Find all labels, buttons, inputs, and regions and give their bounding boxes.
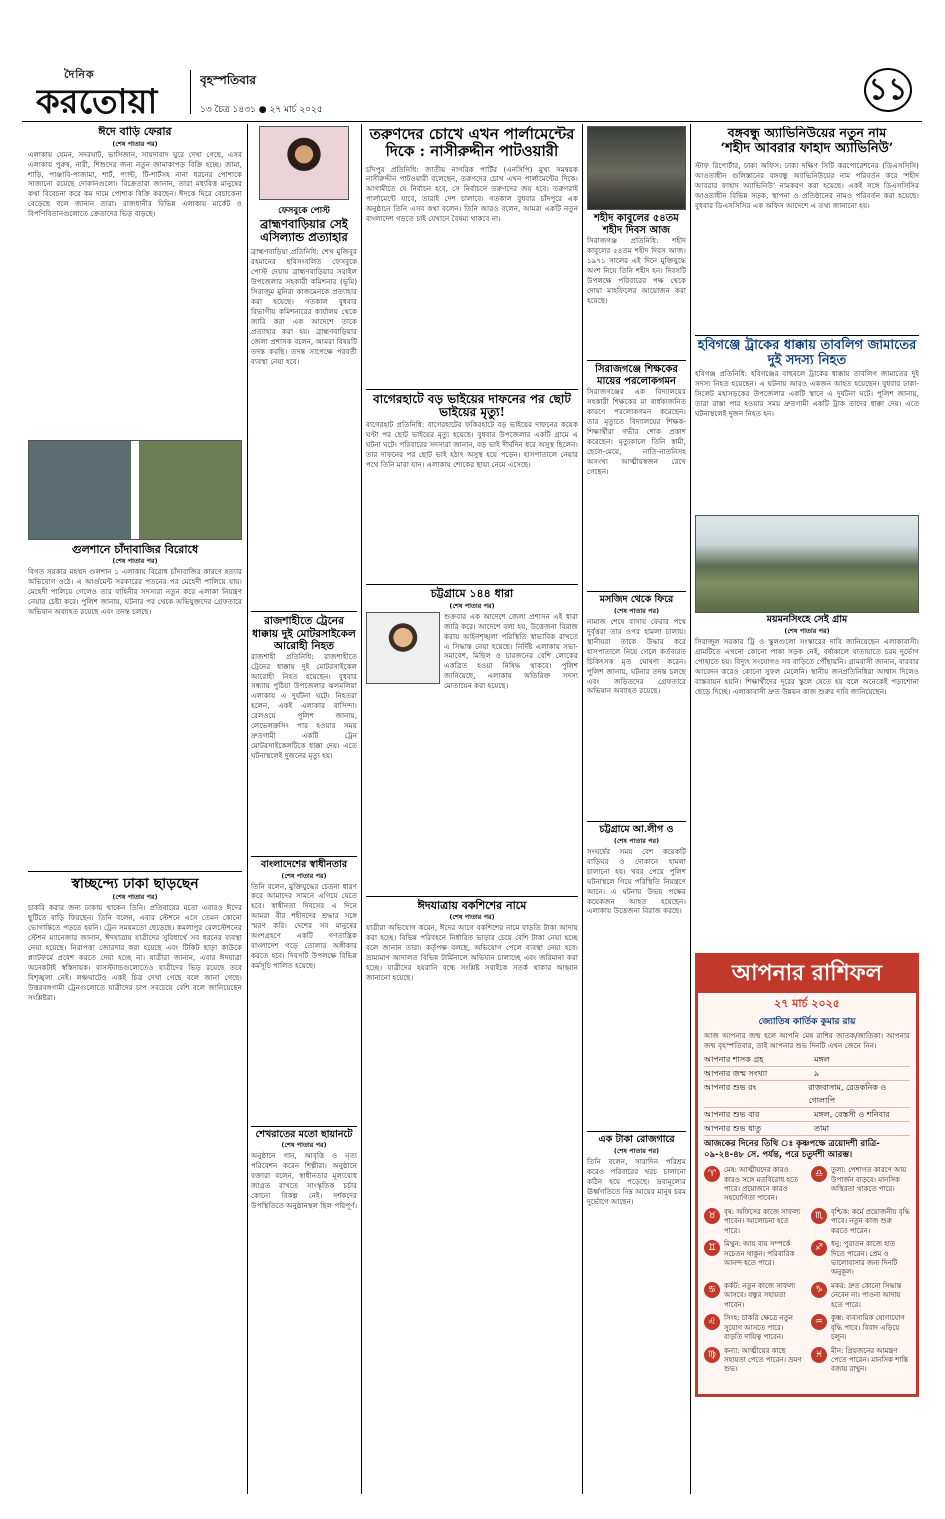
section-divider bbox=[28, 871, 242, 872]
zodiac-icon: ♓ bbox=[811, 1347, 827, 1363]
horoscope-row-label: আপনার শাসক গ্রহ bbox=[704, 1054, 764, 1064]
column-rule bbox=[361, 124, 362, 1494]
article-body: তিনি বলেন, সারাদিন পরিশ্রম করেও পরিবারের খরচ চালানো কঠিন হয়ে পড়েছে। দ্রব্যমূল্যের ঊর্ধ্বগতিতে নিম্ন আয়ের মানুষ চরম দুর্ভোগে আছেন। bbox=[587, 1156, 686, 1206]
article-body: রাজশাহী প্রতিনিধি: রাজশাহীতে ট্রেনের ধাক্কায় দুই মোটরসাইকেল আরোহী নিহত হয়েছেন। বুধবার সন্ধ্যায় পুঠিয়া উপজেলার ঝলমলিয়া এলাকায় এ দুর্ঘটনা ঘটে। নিহতরা হলেন, একই এলাকার বাসিন্দা। রেলওয়ে পুলিশ জানায়, লেভেলক্রসিং পার হওয়ার সময় দ্রুতগামী একটি ট্রেন মোটরসাইকেলটিকে ধাক্কা দেয়। এতে ঘটনাস্থলেই দুজনের মৃত্যু হয়। bbox=[251, 651, 357, 760]
article-body: সিরাজুল সরকার ট্রি ও স্কুলগুলো সংস্কারের দাবি জানিয়েছেন এলাকাবাসী। গ্রামটিতে এখনো কোনো পাকা সড়ক নেই, বর্ষাকালে যাতায়াতে চরম দুর্ভোগ পোহাতে হয়। বিদ্যুৎ সংযোগও সব বাড়িতে পৌঁছায়নি। গ্রামবাসী জানান, বারবার আবেদন করেও কোনো সুফল মেলেনি। স্থানীয় জনপ্রতিনিধিরা আশ্বাস দিলেও বাস্তবায়ন হয়নি। শিক্ষার্থীদের দূরের স্কুলে যেতে হয় বলে অনেকেই পড়াশোনা ছেড়ে দিচ্ছে। এলাকাবাসী দ্রুত উন্নয়ন কাজ শুরুর দাবি জানিয়েছেন। bbox=[695, 637, 919, 696]
article-body: ব্রাহ্মণবাড়িয়া প্রতিনিধি: শেখ মুজিবুর রহমানের ছবিসংবলিত ফেসবুকে পোস্ট দেয়ায় ব্রাহ্মণবাড়িয়ার সরাইল উপজেলার সহকারী কমিশনার (ভূমি) সিরাজুম মুনিরা কাজমেনকে প্রত্যাহার করা হয়েছে। গতকাল বুধবার বিভাগীয় কমিশনারের কার্যালয় থেকে জারি করা এক আদেশে তাকে প্রত্যাহার করা হয়। ব্রাহ্মণবাড়িয়ার জেলা প্রশাসক বলেন, আমরা বিষয়টি তদন্ত করছি। তদন্ত সাপেক্ষে পরবর্তী ব্যবস্থা নেয়া হবে। bbox=[251, 247, 357, 366]
zodiac-entry bbox=[704, 1208, 803, 1236]
zodiac-icon: ♋ bbox=[704, 1282, 720, 1298]
article-heading: ঈদযাত্রায় বকশিশের নামে bbox=[417, 898, 527, 912]
horoscope-title: আপনার রাশিফল bbox=[698, 956, 916, 993]
horoscope-row-value: ৯ bbox=[814, 1068, 820, 1078]
article-heading: স্বাচ্ছন্দ্যে ঢাকা ছাড়ছেন bbox=[71, 876, 199, 893]
article-body: চাঁদপুর প্রতিনিধি: জাতীয় নাগরিক পার্টির (এনসিপি) মুখ্য সমন্বয়ক নাসীরুদ্দীন পাটওয়ারী বলেছেন, তরুণদের চোখ এখন পার্লামেন্টের দিকে। আগামীতে যে নির্বাচন হবে, সে নির্বাচনে তরুণদের জয় হবে। তরুণরাই পার্লামেন্টে যাবে, তারাই দেশ চালাবে। গতকাল বুধবার চাঁদপুরে এক অনুষ্ঠানে তিনি এসব কথা বলেন। তিনি আরও বলেন, আমরা একটি নতুন বাংলাদেশ গড়তে চাই যেখানে বৈষম্য থাকবে না। bbox=[366, 164, 578, 224]
continued-note: (শেষ পাতার পর) bbox=[449, 601, 495, 610]
zodiac-text: কন্যা: আত্মীয়ের কাছে সহায়তা পেতে পারেন। ভ্রমণ শুভ। bbox=[724, 1346, 802, 1374]
photo-caption: ময়মনসিংহে সেই গ্রাম bbox=[766, 614, 848, 626]
horoscope-box bbox=[695, 953, 919, 1397]
horoscope-row bbox=[704, 1053, 910, 1067]
horoscope-row bbox=[704, 1067, 910, 1081]
column-5 bbox=[695, 126, 919, 1492]
column-4 bbox=[587, 126, 686, 1492]
zodiac-text: ধনু: পুরাতন কাজে হাত দিতে পারেন। প্রেম ও ভালোবাসার জন্য দিনটি অনুকূল। bbox=[831, 1240, 898, 1277]
article-headline: তরুণদের চোখে এখন পার্লামেন্টের দিকে : নাসীরুদ্দীন পাটওয়ারী bbox=[369, 126, 575, 161]
article-body: স্টাফ রিপোর্টার, ঢাকা অফিস: ঢাকা দক্ষিণ সিটি করপোরেশনের (ডিএসসিসি) আওতাধীন গুলিস্তানের বঙ্গবন্ধু অ্যাভিনিউয়ের নাম পরিবর্তন করে ‘শহীদ আবরার ফাহাদ অ্যাভিনিউ’ নামকরণ করা হয়েছে। একই সঙ্গে ডিএসসিসির আওতাধীন বিভিন্ন সড়ক, স্থাপনা ও প্রতিষ্ঠানের নামও পরিবর্তন করা হয়েছে। বুধবার ডিএসসিসির এক অফিস আদেশে এ তথ্য জানানো হয়। bbox=[695, 161, 919, 211]
article-heading: বাংলাদেশের স্বাধীনতার bbox=[260, 858, 348, 870]
zodiac-text: কুম্ভ: ব্যবসায়িক যোগাযোগ বৃদ্ধি পাবে। বিবাদ এড়িয়ে চলুন। bbox=[831, 1314, 905, 1342]
paper-tag: দৈনিক bbox=[64, 68, 95, 81]
zodiac-icon: ♎ bbox=[811, 1166, 827, 1182]
news-photo bbox=[259, 126, 349, 200]
article-body: বাগেরহাট প্রতিনিধি: বাগেরহাটের ফকিরহাটে বড় ভাইয়ের দাফনের কয়েক ঘণ্টা পর ছোট ভাইয়ের মৃত্যু হয়েছে। বুধবার উপজেলার একটি গ্রামে এ ঘটনা ঘটে। পরিবারের সদস্যরা জানান, বড় ভাই দীর্ঘদিন ধরে অসুস্থ ছিলেন। তার দাফনের পর ছোট ভাই হঠাৎ অসুস্থ হয়ে পড়েন। হাসপাতালে নেয়ার পথে তিনি মারা যান। এলাকায় শোকের ছায়া নেমে এসেছে। bbox=[366, 420, 578, 469]
zodiac-entry bbox=[811, 1347, 910, 1375]
continued-note: (শেষ পাতার পর) bbox=[281, 871, 327, 880]
news-photo bbox=[366, 612, 440, 684]
zodiac-entry bbox=[704, 1166, 803, 1204]
zodiac-entry bbox=[704, 1282, 803, 1310]
zodiac-icon: ♒ bbox=[811, 1314, 827, 1330]
zodiac-text: মিথুন: আয় ব্যয় সম্পর্কে সচেতন থাকুন। পরিবারিক আনন্দ হতে পারে। bbox=[724, 1240, 795, 1268]
section-divider bbox=[587, 1131, 686, 1132]
masthead-divider bbox=[190, 70, 191, 114]
continued-note: (শেষ পাতার পর) bbox=[784, 627, 830, 636]
section-divider bbox=[251, 611, 357, 612]
zodiac-entry bbox=[811, 1240, 910, 1278]
horoscope-row-value: তামা bbox=[814, 1123, 830, 1133]
article-body: সিরাজগঞ্জ প্রতিনিধি: শহীদ কাবুলের ৫৪তম শহীদ দিবস আজ। ১৯৭১ সালের এই দিনে মুক্তিযুদ্ধে অংশ নিয়ে তিনি শহীদ হন। দিবসটি উপলক্ষে পরিবারের পক্ষ থেকে দোয়া মাহফিলের আয়োজন করা হয়েছে। bbox=[587, 236, 686, 305]
section-divider bbox=[366, 389, 578, 390]
zodiac-text: সিংহ: চাকরি ক্ষেত্রে নতুন সুযোগ আসতে পারে। বাড়তি দায়িত্ব পাবেন। bbox=[724, 1314, 793, 1342]
continued-note: (শেষ পাতার পর) bbox=[112, 893, 158, 902]
zodiac-entry bbox=[811, 1208, 910, 1236]
horoscope-row-label: আপনার শুভ ধাতু bbox=[704, 1123, 761, 1133]
masthead bbox=[22, 62, 922, 122]
article-body: হবিগঞ্জ প্রতিনিধি: হবিগঞ্জের বাহুবলে ট্রাকের ধাক্কায় তাবলিগ জামাতের দুই সদস্য নিহত হয়েছেন। এ ঘটনায় আরও একজন আহত হয়েছেন। বুধবার ঢাকা-সিলেট মহাসড়কের উপজেলার একটি স্থানে এ দুর্ঘটনা ঘটে। পুলিশ জানায়, তারা রাস্তা পার হওয়ার সময় দ্রুতগামী একটি ট্রাক তাদের ধাক্কা দেয়। এতে ঘটনাস্থলেই দুজন নিহত হন। bbox=[695, 369, 919, 418]
column-rule bbox=[247, 124, 248, 1494]
article-headline: সিরাজগঞ্জে শিক্ষকের মায়ের পরলোকগমন bbox=[595, 364, 678, 387]
zodiac-icon: ♈ bbox=[704, 1166, 720, 1182]
zodiac-entry bbox=[704, 1314, 803, 1342]
article-body: এলাকায় যেমন, সদরঘাট, ভাসিজান, সায়দাবাদ ঘুরে দেখা গেছে, এসব এলাকায় পুরুষ, নারী, শিশুদের জন্য নতুন জামাকাপড় বিক্রি হচ্ছে। জামা, শাড়ি, পাঞ্জাবি-পাজামা, শার্ট, প্যান্ট, টি-শার্টসহ নানা ধরনের পোশাকে সাজানো রয়েছে দোকানগুলো। বিক্রেতারা জানান, তারা মধ্যবিত্ত মানুষের কথা বিবেচনা করে কম দামে পোশাক বিক্রি করছেন। ঈদকে ঘিরে বেচাকেনা বেড়েছে বলে জানান তারা। রাজধানীর বিভিন্ন এলাকায় মার্কেট ও বিপণিবিতানগুলোতে ক্রেতাদের ভিড় বাড়ছে। bbox=[28, 149, 242, 219]
article-body: নামাজ শেষে বাসায় ফেরার পথে দুর্বৃত্তরা তার ওপর হামলা চালায়। স্থানীয়রা তাকে উদ্ধার করে হাসপাতালে নিয়ে গেলে কর্তব্যরত চিকিৎসক মৃত ঘোষণা করেন। পুলিশ জানায়, ঘটনার তদন্ত চলছে এবং জড়িতদের গ্রেফতারে অভিযান অব্যাহত রয়েছে। bbox=[587, 616, 686, 696]
column-1 bbox=[28, 126, 242, 1492]
continued-note: (শেষ পাতার পর) bbox=[613, 1146, 660, 1155]
article-body: সংঘর্ষের সময় বেশ কয়েকটি বাড়িঘর ও দোকানে হামলা চালানো হয়। খবর পেয়ে পুলিশ ঘটনাস্থলে গিয়ে পরিস্থিতি নিয়ন্ত্রণে আনে। এ ঘটনায় উভয় পক্ষের কয়েকজন আহত হয়েছেন। এলাকায় উত্তেজনা বিরাজ করছে। bbox=[587, 846, 686, 916]
zodiac-entry bbox=[811, 1314, 910, 1342]
horoscope-row bbox=[704, 1081, 910, 1108]
article-headline: ব্রাহ্মণবাড়িয়ার সেই এসিল্যান্ড প্রত্যাহার bbox=[260, 217, 348, 245]
page-number: ১১ bbox=[864, 68, 912, 112]
zodiac-icon: ♉ bbox=[704, 1208, 720, 1224]
zodiac-icon: ♍ bbox=[704, 1347, 720, 1363]
kicker: ফেসবুকে পোস্ট bbox=[278, 206, 330, 216]
photo-caption: শহীদ দিবস আজ bbox=[602, 224, 671, 236]
horoscope-row bbox=[704, 1108, 910, 1122]
section-divider bbox=[251, 856, 357, 857]
horoscope-row-value: মঙ্গল, বেস্তসী ও শনিবার bbox=[814, 1109, 890, 1119]
zodiac-entry bbox=[704, 1240, 803, 1278]
article-body: সিরাজগঞ্জের এক বিদ্যালয়ের সহকারী শিক্ষকের মা বার্ধক্যজনিত কারণে পরলোকগমন করেছেন। তার মৃত্যুতে বিদ্যালয়ের শিক্ষক-শিক্ষার্থীরা গভীর শোক প্রকাশ করেছেন। মৃত্যুকালে তিনি স্বামী, ছেলে-মেয়ে, নাতি-নাতনিসহ অসংখ্য আত্মীয়স্বজন রেখে গেছেন। bbox=[587, 387, 686, 476]
horoscope-row-label: আপনার শুভ রং bbox=[704, 1082, 757, 1092]
zodiac-text: বৃশ্চিক: কর্মে প্রয়োজনীয় বৃদ্ধি পাবে। নতুন কাজ শুরু করতে পারেন। bbox=[831, 1207, 910, 1235]
zodiac-text: মকর: দ্রুত কোনো সিদ্ধান্ত নেবেন না। পাওনা আদায় হতে পারে। bbox=[831, 1281, 902, 1309]
dateline: ১৩ চৈত্র ১৪৩১ ● ২৭ মার্চ ২০২৫ bbox=[200, 105, 323, 115]
column-rule bbox=[690, 124, 691, 1494]
zodiac-icon: ♌ bbox=[704, 1314, 720, 1330]
column-rule bbox=[582, 124, 583, 1494]
article-headline: বঙ্গবন্ধু অ্যাভিনিউয়ের নতুন নাম bbox=[727, 126, 887, 140]
weekday: বৃহস্পতিবার bbox=[200, 73, 256, 87]
continued-note: (শেষ পাতার পর) bbox=[112, 139, 158, 148]
photo-caption: গুলশানে চাঁদাবাজির বিরোধে bbox=[71, 542, 199, 556]
article-heading: এক টাকা রোজগারে bbox=[598, 1133, 675, 1145]
article-headline: হবিগঞ্জে ট্রাকের ধাক্কায় তাবলিগ জামাতের দুই সদস্য নিহত bbox=[697, 338, 917, 369]
article-headline: বাগেরহাটে বড় ভাইয়ের দাফনের পর ছোট ভাইয়ের মৃত্যু! bbox=[373, 391, 571, 420]
news-photo bbox=[28, 440, 242, 540]
article-headline: ‘শহীদ আবরার ফাহাদ অ্যাভিনিউ’ bbox=[720, 141, 894, 157]
horoscope-lucky-table bbox=[698, 1053, 916, 1136]
zodiac-text: তুলা: পেশাগত কারণে আয় উপার্জন বাড়বে। মানসিক অস্থিরতা থাকতে পারে। bbox=[831, 1166, 907, 1193]
zodiac-entry bbox=[811, 1166, 910, 1204]
section-divider bbox=[587, 360, 686, 361]
news-photo bbox=[695, 515, 919, 613]
horoscope-row-label: আপনার শুভ বার bbox=[704, 1109, 760, 1119]
photo-caption: শহীদ কাবুলের ৫৪তম bbox=[594, 213, 679, 224]
horoscope-row-label: আপনার জন্ম সংখ্যা bbox=[704, 1068, 768, 1078]
paper-name: করতোয়া bbox=[36, 82, 158, 118]
section-divider bbox=[251, 1126, 357, 1127]
horoscope-row-value: মঙ্গল bbox=[814, 1054, 830, 1064]
section-divider bbox=[695, 335, 919, 336]
continued-note: (শেষ পাতার পর) bbox=[112, 557, 158, 566]
zodiac-text: বৃষ: অফিসের কাজে সাফল্য পাবেন। আলোচনা হতে পারে। bbox=[724, 1207, 801, 1235]
article-body: যাত্রীরা অভিযোগ করেন, ঈদের আগে বকশিশের নামে বাড়তি টাকা আদায় করা হচ্ছে। বিভিন্ন পরিবহনে নির্ধারিত ভাড়ার চেয়ে বেশি টাকা নেয়া হচ্ছে বলে জানান তারা। কর্তৃপক্ষ বলছে, অভিযোগ পেলে ব্যবস্থা নেয়া হবে। ভ্রাম্যমাণ আদালত বিভিন্ন টার্মিনালে অভিযান চালাচ্ছে এবং জরিমানা করা হচ্ছে। যাত্রীদের হয়রানি বন্ধে সংশ্লিষ্ট সবাইকে সতর্ক থাকার আহ্বান জানানো হয়েছে। bbox=[366, 923, 578, 983]
section-divider bbox=[366, 896, 578, 897]
article-body: চাকরি করার জন্য ঢাকায় থাকেন তিনি। প্রতিবারের মতো এবারও ঈদের ছুটিতে বাড়ি ফিরছেন। তিনি বলেন, এবার স্টেশনে এসে তেমন কোনো ভোগান্তিতে পড়তে হয়নি। ট্রেন সময়মতো ছেড়েছে। কমলাপুর রেলস্টেশনের স্টেশন ম্যানেজার জানান, ঈদযাত্রায় যাত্রীদের সুবিধার্থে সব ধরনের ব্যবস্থা নেয়া হয়েছে। নিরাপত্তা জোরদার করা হয়েছে এবং টিকিট ছাড়া কাউকে প্ল্যাটফর্মে প্রবেশ করতে দেয়া হচ্ছে না। যাত্রীরা জানান, এবার ঈদযাত্রা অনেকটাই স্বস্তিদায়ক। বাসস্ট্যান্ডগুলোতেও যাত্রীদের ভিড় রয়েছে তবে বিশৃঙ্খলা নেই। লঞ্চঘাটেও একই চিত্র দেখা গেছে বলে জানা গেছে। উত্তরবঙ্গগামী ট্রেনগুলোতে যাত্রীদের চাপ সবচেয়ে বেশি বলে জানিয়েছেন সংশ্লিষ্টরা। bbox=[28, 903, 242, 1002]
horoscope-row bbox=[704, 1122, 910, 1136]
continued-note: (শেষ পাতার পর) bbox=[449, 913, 495, 922]
article-body: বিগত সরকার মহম্মদ গুলশান ১ এলাকায় বিরোধ চাঁদাবাজির কারণে হত্যার অভিযোগ ওঠে। এ আর্গুমেন্ট সরকারের পতনের পর মেহেদী পালিয়ে যায়। মেহেদী পালিয়ে গেলেও তার বাহিনীর সদস্যরা নতুন করে এলাকা নিয়ন্ত্রণ নেয়ার চেষ্টা করে। পুলিশ জানায়, ঘটনার পর থেকে অভিযুক্তদের গ্রেফতারে অভিযান অব্যাহত রয়েছে এবং তদন্ত চলছে। bbox=[28, 567, 242, 617]
zodiac-icon: ♐ bbox=[811, 1240, 827, 1256]
article-heading: ঈদে বাড়ি ফেরার bbox=[98, 126, 172, 138]
section-divider bbox=[587, 821, 686, 822]
article-body: অনুষ্ঠানে গান, আবৃত্তি ও নৃত্য পরিবেশন করেন শিল্পীরা। অনুষ্ঠানে বক্তারা বলেন, স্বাধীনতার মূল্যবোধ জাগ্রত রাখতে সাংস্কৃতিক চর্চার কোনো বিকল্প নেই। দর্শকদের উপস্থিতিতে অনুষ্ঠানস্থল ছিল পরিপূর্ণ। bbox=[251, 1151, 357, 1211]
paper-logo bbox=[36, 66, 186, 118]
news-photo bbox=[587, 126, 686, 210]
zodiac-icon: ♏ bbox=[811, 1208, 827, 1224]
horoscope-astrologer: জ্যোতিষ কার্তিক কুমার রায় bbox=[758, 1017, 856, 1028]
article-headline: রাজশাহীতে ট্রেনের ধাক্কায় দুই মোটরসাইকেল আরোহী নিহত bbox=[252, 615, 356, 652]
article-body: শুক্রবার এক আদেশে জেলা প্রশাসন এই ধারা জারি করে। আদেশে বলা হয়, উত্তেজনা বিরাজ করায় আইনশৃঙ্খলা পরিস্থিতি স্বাভাবিক রাখতে এ সিদ্ধান্ত নেয়া হয়েছে। নির্দিষ্ট এলাকায় সভা-সমাবেশ, মিছিল ও চারজনের বেশি লোকের একত্রিত হওয়া নিষিদ্ধ থাকবে। পুলিশ জানিয়েছে, এলাকায় অতিরিক্ত সদস্য মোতায়েন করা হয়েছে। bbox=[444, 611, 578, 691]
section-divider bbox=[587, 591, 686, 592]
article-heading: শেখরাতের মতো ছায়ানটে bbox=[255, 1128, 353, 1140]
masthead-date-block bbox=[200, 72, 400, 116]
zodiac-text: মেষ: আত্মীয়দের কারও কারও সঙ্গে মতবিরোধ হতে পারে। প্রয়োজনে কারও সহযোগিতা পাবেন। bbox=[724, 1166, 799, 1203]
column-3 bbox=[366, 126, 578, 1492]
zodiac-icon: ♑ bbox=[811, 1282, 827, 1298]
continued-note: (শেষ পাতার পর) bbox=[281, 1141, 327, 1150]
horoscope-date: ২৭ মার্চ ২০২৫ bbox=[774, 997, 840, 1011]
article-heading: চট্টগ্রামে ১৪৪ ধারা bbox=[430, 587, 514, 601]
article-body: তিনি বলেন, মুক্তিযুদ্ধের চেতনা ধারণ করে আমাদের সামনে এগিয়ে যেতে হবে। স্বাধীনতা দিবসের এ দিনে আমরা বীর শহীদদের শ্রদ্ধার সঙ্গে স্মরণ করি। দেশের সব মানুষের অংশগ্রহণে একটি গণতান্ত্রিক বাংলাদেশ গড়ে তোলার অঙ্গীকার করতে হবে। দিবসটি উপলক্ষে বিভিন্ন কর্মসূচি পালিত হয়েছে। bbox=[251, 881, 357, 971]
zodiac-text: কর্কট: নতুন কাজে সাফল্য আসবে। বন্ধুর সহায়তা পাবেন। bbox=[724, 1281, 796, 1309]
article-heading: চট্টগ্রামে আ.লীগ ও bbox=[599, 823, 674, 835]
column-2 bbox=[251, 126, 357, 1492]
zodiac-entry bbox=[704, 1347, 803, 1375]
article-heading: মসজিদ থেকে ফিরে bbox=[599, 594, 674, 605]
section-divider bbox=[366, 584, 578, 585]
continued-note: (শেষ পাতার পর) bbox=[613, 836, 660, 845]
zodiac-entry bbox=[811, 1282, 910, 1310]
tithi-note: আজকের দিনের তিথি ঃ কৃষ্ণপক্ষে ত্রয়োদশী রাত্রি- ০৯-২৪-৪৮ সে. পর্যন্ত, পরে চতুর্দশী আরম্ভ। bbox=[704, 1138, 880, 1161]
zodiac-grid bbox=[698, 1164, 916, 1377]
horoscope-intro: আজ আপনার জন্ম হলে আপনি মেষ রাশির জাতক/জাতিকা। আপনার জন্ম বৃহস্পতিবার, তাই আপনার শুভ দিনটি এখন জেনে নিন। bbox=[704, 1031, 910, 1051]
horoscope-row-value: রাজবাসাম, রেডকনিক ও গোলাপি bbox=[808, 1082, 887, 1105]
zodiac-text: মীন: প্রিয়জনের আমন্ত্রণ পেতে পারেন। মানসিক শান্তি বজায় রাখুন। bbox=[831, 1346, 909, 1374]
continued-note: (শেষ পাতার পর) bbox=[613, 606, 660, 615]
zodiac-icon: ♊ bbox=[704, 1240, 720, 1256]
